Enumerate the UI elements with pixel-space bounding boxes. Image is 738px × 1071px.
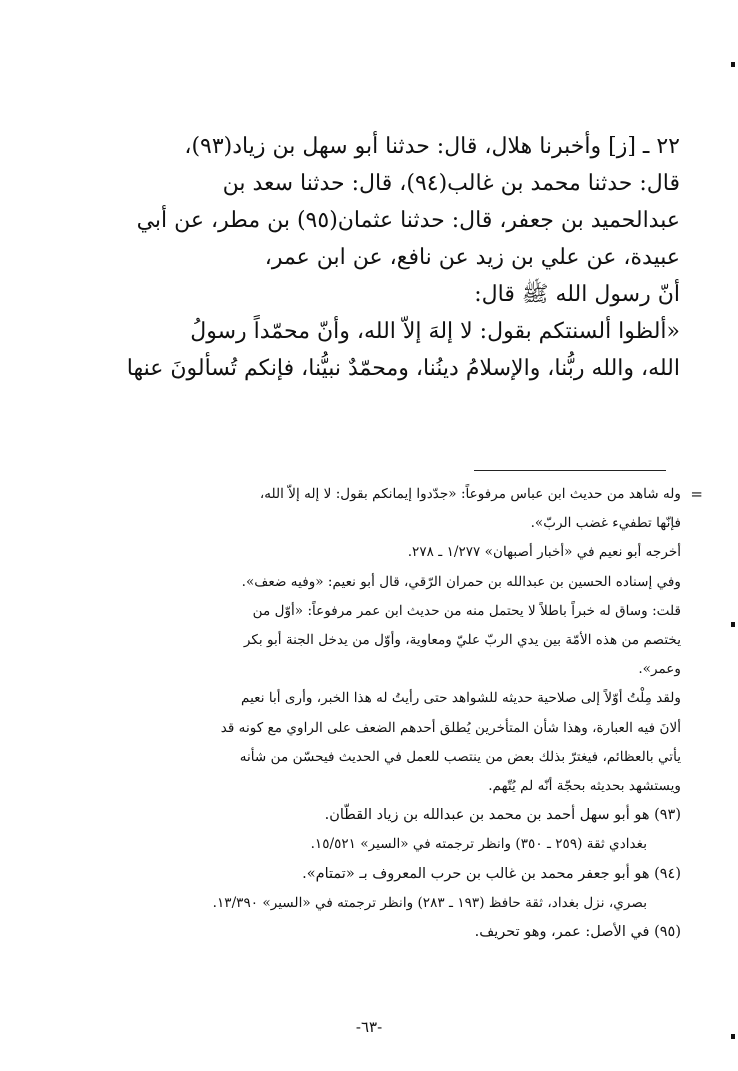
footnote-line: وله شاهد من حديث ابن عباس مرفوعاً: «جدّدوا إيمانكم بقول: لا إله إلاّ الله، bbox=[259, 486, 681, 502]
footnote-line: أخرجه أبو نعيم في «أخبار أصبهان» ١/٢٧٧ ـ ٢٧٨. bbox=[407, 544, 681, 561]
main-text-line: أنّ رسول الله ﷺ قال: bbox=[474, 282, 680, 307]
main-text-line: الله، والله ربُّنا، والإسلامُ دينُنا، ومحمّدٌ نبيُّنا، فإنكم تُسألونَ عنها bbox=[126, 356, 680, 381]
footnote-95: (٩٥) في الأصل: عمر، وهو تحريف. bbox=[474, 924, 681, 941]
main-text-line: عبدالحميد بن جعفر، قال: حدثنا عثمان(٩٥) بن مطر، عن أبي bbox=[136, 208, 680, 233]
main-text-line: «ألظوا ألسنتكم بقول: لا إلهَ إلاّ الله، وأنّ محمّداً رسولُ bbox=[190, 319, 680, 344]
footnote-93: (٩٣) هو أبو سهل أحمد بن محمد بن عبدالله بن زياد القطّان. bbox=[324, 807, 681, 824]
footnote-94: (٩٤) هو أبو جعفر محمد بن غالب بن حرب المعروف بـ «تمتام». bbox=[302, 865, 681, 882]
footnote-line: يأتي بالعظائم، فيغترّ بذلك بعض من ينتصب للعمل في الحديث فيحسّن من شأنه bbox=[239, 748, 681, 765]
margin-mark bbox=[731, 62, 735, 67]
footnote-line: ولقد مِلْتُ أوّلاً إلى صلاحية حديثه للشواهد حتى رأيتُ له هذا الخبر، وأرى أبا نعيم bbox=[241, 690, 681, 707]
page-number: -٦٣- bbox=[355, 1018, 383, 1036]
main-text-block bbox=[52, 128, 680, 387]
footnote-line: قلت: وساق له خبراً باطلاً لا يحتمل منه من حديث ابن عمر مرفوعاً: «أوّل من bbox=[252, 602, 681, 619]
footnote-line: ألانَ فيه العبارة، وهذا شأن المتأخرين يُطلق أحدهم الضعف على الراوي مع كونه قد bbox=[220, 719, 681, 736]
footnote-line: بصري، نزل بغداد، ثقة حافظ (١٩٣ ـ ٢٨٣) وانظر ترجمته في «السير» ١٣/٣٩٠. bbox=[212, 894, 647, 911]
footnote-separator bbox=[474, 470, 666, 471]
footnote-line: فإنّها تطفيء غضب الربّ». bbox=[530, 515, 681, 532]
footnote-line: وفي إسناده الحسين بن عبدالله بن حمران الرّقي، قال أبو نعيم: «وفيه ضعف». bbox=[241, 573, 681, 590]
main-text-line: ٢٢ ـ [ز] وأخبرنا هلال، قال: حدثنا أبو سهل بن زياد(٩٣)، bbox=[184, 134, 680, 159]
continuation-marker: = bbox=[690, 485, 703, 503]
footnote-line: بغدادي ثقة (٢٥٩ ـ ٣٥٠) وانظر ترجمته في «السير» ١٥/٥٢١. bbox=[310, 836, 647, 853]
main-text-line: قال: حدثنا محمد بن غالب(٩٤)، قال: حدثنا سعد بن bbox=[222, 171, 680, 196]
footnote-line: ويستشهد بحديثه بحجّة أنّه لم يُتّهم. bbox=[488, 778, 681, 795]
footnote-line: يختصم من هذه الأمّة بين يدي الربّ عليّ ومعاوية، وأوّل من يدخل الجنة أبو بكر bbox=[243, 632, 681, 649]
footnotes-block bbox=[68, 480, 703, 947]
main-text-line: عبيدة، عن علي بن زيد عن نافع، عن ابن عمر، bbox=[264, 245, 680, 270]
margin-mark bbox=[731, 622, 735, 627]
footnote-line: وعمر». bbox=[638, 661, 681, 678]
